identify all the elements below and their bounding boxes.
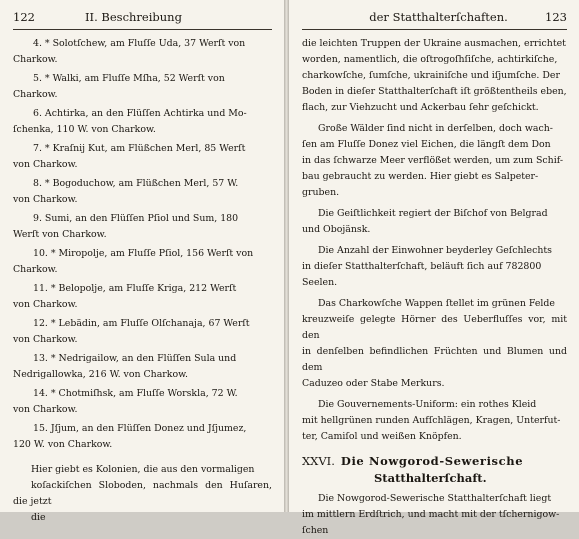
text-line: bau gebraucht zu werden. Hier giebt es Salpeter-	[302, 171, 539, 182]
entry-line: 120 W. von Charkow.	[13, 439, 113, 450]
list-item	[13, 246, 272, 278]
text-line: Seelen.	[302, 277, 338, 288]
text-line: charkowſche, ſumſche, ukrainiſche und iſjumſche. Der	[302, 70, 560, 81]
entry-line: von Charkow.	[13, 194, 78, 205]
list-item	[13, 71, 272, 103]
list-item	[13, 386, 272, 418]
text-line: Die Nowgorod-Sewerische Statthalterſchaft liegt	[318, 493, 552, 504]
text-line: ſen am Fluſſe Donez viel Eichen, die längſt dem Don	[302, 139, 551, 150]
text-line: Die Geiſtlichkeit regiert der Biſchof von Belgrad	[318, 208, 548, 219]
entry-line: 11. * Belopolje, am Fluſſe Kriga, 212 Werſt	[33, 283, 237, 294]
list-item	[13, 316, 272, 348]
right-running-title: der Statthalterſchaften.	[369, 10, 508, 24]
entry-line: von Charkow.	[13, 404, 78, 415]
city-list	[13, 36, 272, 453]
body-text	[302, 36, 567, 445]
entry-line: 12. * Lebädin, am Fluſſe Olſchanaja, 67 Werſt	[33, 318, 250, 329]
list-item	[13, 281, 272, 313]
text-line: Die Anzahl der Einwohner beyderley Geſchlechts	[318, 245, 552, 256]
section-number: XXVI.	[302, 454, 335, 468]
entry-line: 8. * Bogoduchow, am Flüßchen Merl, 57 W.	[33, 178, 239, 189]
closing-paragraph	[13, 462, 272, 526]
book-gutter	[284, 0, 289, 512]
entry-line: 9. Sumi, an den Flüſſen Pſiol und Sum, 180	[33, 213, 239, 224]
list-item	[13, 421, 272, 453]
paragraph	[302, 243, 567, 291]
left-page-number: 122	[13, 10, 35, 24]
entry-line: Nedrigallowka, 216 W. von Charkow.	[13, 369, 189, 380]
entry-line: 7. * Kraſnij Kut, am Flüßchen Merl, 85 Werſt	[33, 143, 246, 154]
section-title-line1: Die Nowgorod-Sewerische	[340, 454, 524, 468]
entry-line: 5. * Walki, am Fluſſe Mſha, 52 Werſt von	[33, 73, 225, 84]
header-rule	[302, 29, 567, 30]
left-page-header	[13, 10, 272, 27]
text-line: koſackiſchen Sloboden, nachmals den Huſaren, die jetzt	[13, 480, 272, 507]
entry-line: von Charkow.	[13, 159, 78, 170]
entry-line: 14. * Chotmiſhsk, am Fluſſe Worskla, 72 W.	[33, 388, 238, 399]
section-body	[302, 491, 567, 539]
text-line: ter, Camiſol und weißen Knöpfen.	[302, 431, 462, 442]
entry-line: Charkow.	[13, 264, 58, 275]
text-line: Hier giebt es Kolonien, die aus den vormaligen	[31, 464, 255, 475]
paragraph	[302, 491, 567, 539]
text-line: im mittlern Erdſtrich, und macht mit der tſchernigow-	[302, 509, 560, 520]
text-line: Das Charkowſche Wappen ſtellet im grünen Felde	[318, 298, 555, 309]
right-page-number: 123	[545, 10, 567, 24]
left-running-title: II. Beschreibung	[85, 10, 182, 24]
text-line: und Obojänsk.	[302, 224, 371, 235]
text-line: die leichten Truppen der Ukraine ausmachen, errichtet	[302, 38, 566, 49]
text-line: ſchen	[302, 525, 329, 536]
text-line: worden, namentlich, die oſtrogoſhſiſche, achtirkiſche,	[302, 54, 558, 65]
list-item	[13, 106, 272, 138]
header-rule	[13, 29, 272, 30]
text-line: Die Gouvernements-Uniform: ein rothes Kleid	[318, 399, 537, 410]
entry-line: ſchenka, 110 W. von Charkow.	[13, 124, 156, 135]
entry-line: Charkow.	[13, 89, 58, 100]
entry-line: von Charkow.	[13, 334, 78, 345]
text-line: Große Wälder ſind nicht in derſelben, doch wach-	[318, 123, 553, 134]
entry-line: 4. * Solotſchew, am Fluſſe Uda, 37 Werſt von	[33, 38, 246, 49]
entry-line: Charkow.	[13, 54, 58, 65]
text-line: gruben.	[302, 187, 340, 198]
paragraph	[302, 121, 567, 201]
entry-line: 15. Jſjum, an den Flüſſen Donez und Jſjumez,	[33, 423, 247, 434]
list-item	[13, 36, 272, 68]
list-item	[13, 351, 272, 383]
paragraph	[302, 397, 567, 445]
list-item	[13, 211, 272, 243]
paragraph	[302, 296, 567, 392]
entry-line: 10. * Miropolje, am Fluſſe Pſiol, 156 Werſt von	[33, 248, 254, 259]
list-item	[13, 176, 272, 208]
text-line: Caduzeo oder Stabe Merkurs.	[302, 378, 445, 389]
entry-line: Werſt von Charkow.	[13, 229, 107, 240]
text-line: in das ſchwarze Meer verflößet werden, um zum Schif-	[302, 155, 564, 166]
paragraph	[302, 206, 567, 238]
left-page	[0, 0, 284, 523]
text-line: in denſelben befindlichen Früchten und Blumen und dem	[302, 346, 567, 373]
section-title-line2: Statthalterſchaft.	[374, 471, 487, 485]
text-line: in dieſer Statthalterſchaft, beläuft ſich auf 782800	[302, 261, 542, 272]
list-item	[13, 141, 272, 173]
text-line: flach, zur Viehzucht und Ackerbau ſehr geſchickt.	[302, 102, 539, 113]
paragraph	[302, 36, 567, 116]
entry-line: 13. * Nedrigailow, an den Flüſſen Sula und	[33, 353, 237, 364]
right-page-header	[302, 10, 567, 27]
right-page	[289, 0, 579, 536]
entry-line: 6. Achtirka, an den Flüſſen Achtirka und Mo-	[33, 108, 247, 119]
text-line: kreuzweiſe gelegte Hörner des Ueberfluſſes vor, mit den	[302, 314, 567, 341]
section-heading	[302, 453, 567, 487]
entry-line: von Charkow.	[13, 299, 78, 310]
text-line: die	[31, 512, 46, 523]
text-line: Boden in dieſer Statthalterſchaft iſt größtentheils eben,	[302, 86, 567, 97]
text-line: mit hellgrünen runden Aufſchlägen, Kragen, Unterfut-	[302, 415, 561, 426]
